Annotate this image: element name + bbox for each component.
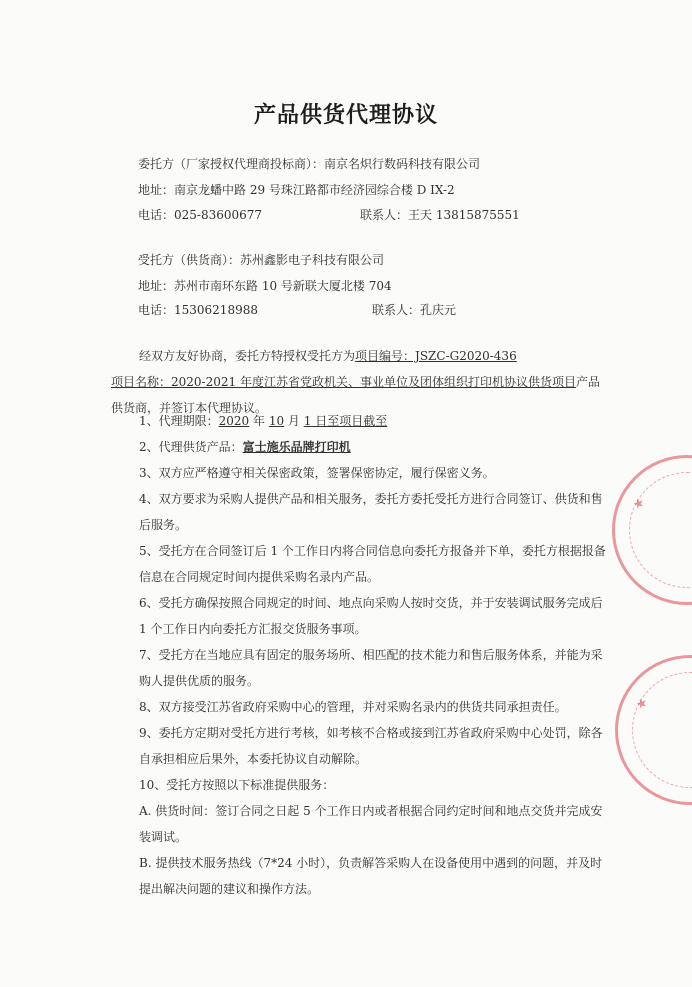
clause-6: 6、受托方确保按照合同规定的时间、地点向采购人按时交货，并于安装调试服务完成后 1 个工作日内向委托方汇报交货服务事项。 bbox=[139, 596, 603, 636]
clause-10: 10、受托方按照以下标准提供服务： bbox=[139, 778, 335, 792]
clause-7: 7、受托方在当地应具有固定的服务场所、相匹配的技术能力和售后服务体系，并能为采购人提供优质的服务。 bbox=[139, 648, 603, 688]
principal-address: 地址：南京龙蟠中路 29 号珠江路都市经济园综合楼 D IX-2 bbox=[138, 183, 455, 197]
agent-phone: 电话：15306218988 bbox=[138, 303, 258, 317]
clause-4: 4、双方要求为采购人提供产品和相关服务，委托方委托受托方进行合同签订、供货和售后服务。 bbox=[139, 492, 603, 532]
company-seal-upper: ★ bbox=[612, 455, 692, 605]
clause-10-a: A. 供货时间：签订合同之日起 5 个工作日内或者根据合同约定时间和地点交货并完成安装调试。 bbox=[139, 804, 603, 844]
product-name: 富士施乐品牌打印机 bbox=[242, 440, 351, 454]
clause-1: 1、代理期限：2020 年 10 月 1 日至项目截至 bbox=[139, 414, 388, 428]
agent-contact: 联系人：孔庆元 bbox=[372, 303, 457, 317]
principal-contact: 联系人：王天 13815875551 bbox=[360, 208, 520, 222]
clause-5: 5、受托方在合同签订后 1 个工作日内将合同信息向委托方报备并下单，委托方根据报备信息在合同规定时间内提供采购名录内产品。 bbox=[139, 544, 606, 584]
clause-10-b: B. 提供技术服务热线（7*24 小时），负责解答采购人在设备使用中遇到的问题，并及时提出解决问题的建议和操作方法。 bbox=[139, 856, 603, 896]
intro-lead: 经双方友好协商，委托方特授权受托方为 bbox=[139, 349, 356, 363]
project-number: 项目编号：JSZC-G2020-436 bbox=[355, 349, 517, 363]
clause-list bbox=[111, 408, 611, 902]
clause-2: 2、代理供货产品：富士施乐品牌打印机 bbox=[139, 440, 351, 454]
clause-8: 8、双方接受江苏省政府采购中心的管理，并对采购名录内的供货共同承担责任。 bbox=[139, 700, 567, 714]
intro-tail: 产品供货商，并签订本代理协议。 bbox=[111, 375, 600, 415]
company-seal-lower: ★ bbox=[615, 655, 692, 805]
clause-3: 3、双方应严格遵守相关保密政策，签署保密协定，履行保密义务。 bbox=[139, 466, 495, 480]
clause-9: 9、委托方定期对受托方进行考核，如考核不合格或接到江苏省政府采购中心处罚，除各自承担相应后果外，本委托协议自动解除。 bbox=[139, 726, 603, 766]
principal-phone: 电话：025-83600677 bbox=[138, 208, 263, 222]
document-title: 产品供货代理协议 bbox=[253, 103, 438, 128]
agent-address: 地址：苏州市南环东路 10 号新联大厦北楼 704 bbox=[138, 279, 392, 293]
project-name: 项目名称：2020-2021 年度江苏省党政机关、事业单位及团体组织打印机协议供货项目 bbox=[111, 375, 576, 389]
agent-party: 受托方（供货商）：苏州鑫影电子科技有限公司 bbox=[138, 253, 385, 267]
principal-party: 委托方（厂家授权代理商投标商）：南京名炽行数码科技有限公司 bbox=[138, 157, 481, 171]
